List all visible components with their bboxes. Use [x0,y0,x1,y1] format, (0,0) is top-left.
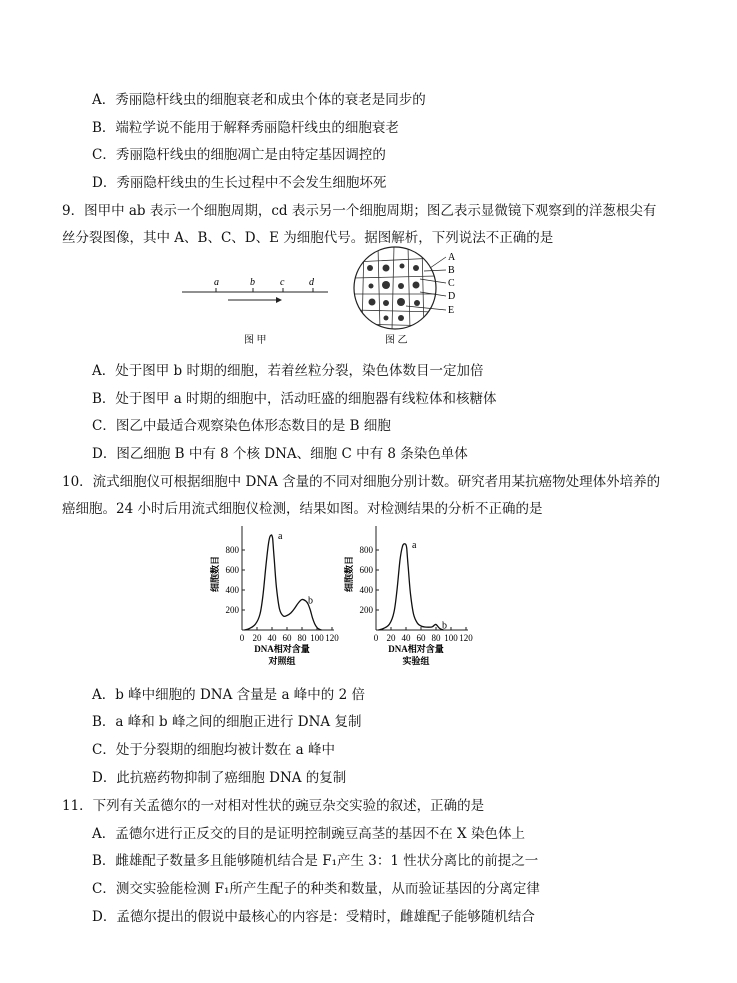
q9-option-c: C．图乙中最适合观察染色体形态数目的是 B 细胞 [92,418,391,434]
chart-control-peak-b: b [308,595,313,607]
q8-option-a: A．秀丽隐杆线虫的细胞衰老和成虫个体的衰老是同步的 [92,92,426,108]
y-tick-label: 800 [359,545,373,555]
chart-experiment [340,518,476,668]
q10-option-a: A．b 峰中细胞的 DNA 含量是 a 峰中的 2 倍 [92,687,365,703]
x-tick-label: 20 [386,633,396,643]
q10-option-d: D．此抗癌药物抑制了癌细胞 DNA 的复制 [92,770,347,786]
fig-a-point-a: a [214,277,219,288]
x-tick-label: 120 [325,633,339,643]
q8-option-c: C．秀丽隐杆线虫的细胞凋亡是由特定基因调控的 [92,147,386,163]
chart-control [206,518,342,668]
q9-option-b: B．处于图甲 a 时期的细胞中，活动旺盛的细胞器有线粒体和核糖体 [92,391,497,407]
fig-a-caption: 图 甲 [244,335,267,346]
x-tick-label: 60 [282,633,292,643]
fig-b-caption: 图 乙 [385,335,408,346]
chart-control-curve [244,535,321,630]
q10-stem-line2: 癌细胞。24 小时后用流式细胞仪检测，结果如图。对检测结果的分析不正确的是 [62,501,543,517]
chart-control-xlabel: DNA相对含量 [254,644,310,654]
chart-experiment-peak-b: b [442,620,447,632]
x-tick-label: 80 [431,633,441,643]
x-tick-label: 0 [373,633,379,643]
y-tick-label: 200 [359,605,373,615]
q9-option-d: D．图乙细胞 B 中有 8 个核 DNA、细胞 C 中有 8 条染色单体 [92,446,468,462]
q11-option-d: D．孟德尔提出的假说中最核心的内容是：受精时，雌雄配子能够随机结合 [92,909,535,925]
x-tick-label: 0 [239,633,245,643]
q11-option-b: B．雌雄配子数量多且能够随机结合是 F₁产生 3：1 性状分离比的前提之一 [92,853,539,869]
chart-experiment-title: 实验组 [402,656,430,666]
x-tick-label: 40 [401,633,411,643]
chart-experiment-peak-a: a [412,540,417,551]
fig-b-label-a: A [448,252,456,263]
y-tick-label: 600 [359,565,373,575]
q9-stem-line2: 丝分裂图像，其中 A、B、C、D、E 为细胞代号。据图解析，下列说法不正确的是 [62,230,554,246]
x-tick-label: 100 [310,633,324,643]
q11-option-a: A．孟德尔进行正反交的目的是证明控制豌豆高茎的基因不在 X 染色体上 [92,826,525,842]
q10-option-c: C．处于分裂期的细胞均被计数在 a 峰中 [92,742,335,758]
chart-control-title: 对照组 [268,656,296,666]
y-tick-label: 800 [225,545,239,555]
q10-option-b: B．a 峰和 b 峰之间的细胞正进行 DNA 复制 [92,714,362,730]
y-tick-label: 600 [225,565,239,575]
q8-option-d: D．秀丽隐杆线虫的生长过程中不会发生细胞坏死 [92,175,387,191]
chart-control-peak-a: a [278,531,283,542]
fig-a-point-b: b [250,277,255,288]
q9-stem-line1: 9．图甲中 ab 表示一个细胞周期，cd 表示另一个细胞周期；图乙表示显微镜下观察到的洋葱根尖有 [62,203,657,219]
q9-option-a: A．处于图甲 b 时期的细胞，若着丝粒分裂，染色体数目一定加倍 [92,363,484,379]
y-tick-label: 400 [359,585,373,595]
fig-a-point-c: c [280,277,285,288]
q9-figure-b [350,246,470,350]
x-tick-label: 60 [416,633,426,643]
fig-b-label-b: B [448,265,455,276]
fig-b-label-e: E [448,305,455,316]
y-tick-label: 200 [225,605,239,615]
fig-b-label-c: C [448,278,455,289]
x-tick-label: 80 [297,633,307,643]
chart-experiment-ylabel: 细胞数目 [344,555,354,593]
x-tick-label: 120 [459,633,473,643]
q11-stem: 11．下列有关孟德尔的一对相对性状的豌豆杂交实验的叙述，正确的是 [62,798,485,814]
q10-stem-line1: 10．流式细胞仪可根据细胞中 DNA 含量的不同对细胞分别计数。研究者用某抗癌物处理体外培养的 [62,474,661,490]
q11-option-c: C．测交实验能检测 F₁所产生配子的种类和数量，从而验证基因的分离定律 [92,881,540,897]
fig-b-label-d: D [448,291,456,302]
fig-a-point-d: d [309,277,314,288]
q8-option-b: B．端粒学说不能用于解释秀丽隐杆线虫的细胞衰老 [92,120,399,136]
x-tick-label: 20 [252,633,262,643]
chart-control-ylabel: 细胞数目 [210,555,220,593]
q9-figure-a [178,272,338,352]
y-tick-label: 400 [225,585,239,595]
x-tick-label: 40 [267,633,277,643]
chart-experiment-curve [378,544,443,630]
x-tick-label: 100 [444,633,458,643]
chart-experiment-xlabel: DNA相对含量 [388,644,444,654]
